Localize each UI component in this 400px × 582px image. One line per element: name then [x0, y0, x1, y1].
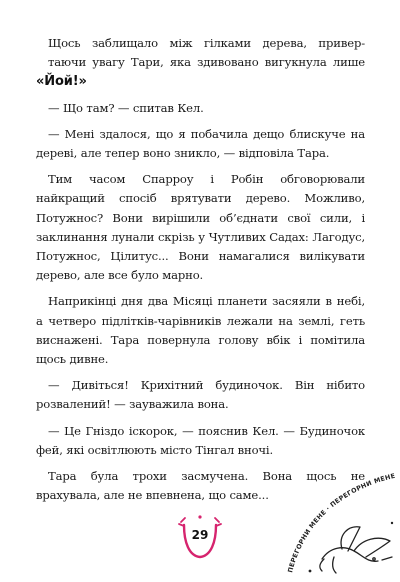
flying-creature-icon: [320, 527, 392, 573]
page-turn-corner[interactable]: [282, 463, 400, 578]
exclamation-yoy: «Йой!»: [36, 74, 87, 90]
paragraph-8: Тара була трохи засмучена. Вона щось не врахувала, але не впевнена, що саме...: [36, 469, 365, 503]
turn-page-text: ПЕРЕГОРНИ МЕНЕ · ПЕРЕГОРНИ МЕНЕ: [286, 471, 397, 574]
paragraph-2: — Що там? — спитав Кел.: [48, 100, 204, 115]
paragraph-4: Тим часом Спарроу і Робін обговорювали найкращий спосіб врятувати дерево. Можливо, Потужнос? Вони вирішили об’єднати свої сили, і заклинання лунали скрізь у Чутливих Садах: Лагодус, Потужнос, Цілитус... Вони намагалися вилікувати дерево, але все було марно.: [36, 172, 365, 283]
paragraph-7: — Це Гніздо іскорок, — пояснив Кел. — Будиночок фей, які освітлюють місто Тінгал вночі.: [36, 423, 365, 457]
page-number-badge: [175, 512, 225, 562]
page-number: 29: [191, 528, 209, 542]
svg-text:ПЕРЕГОРНИ МЕНЕ · ПЕРЕГОРНИ МЕН: [286, 472, 396, 574]
paragraph-3: — Мені здалося, що я побачила дещо блискуче на дереві, але тепер воно зникло, — відповіла Тара.: [36, 126, 365, 161]
paragraph-1-line-2: таючи увагу Тари, яка здивовано вигукнула лише: [48, 55, 365, 70]
paragraph-1-line-1: Щось заблищало між гілками дерева, привер-: [48, 36, 365, 50]
paragraph-5: Наприкінці дня два Місяці планети засяяли в небі, а четверо підлітків-чарівників лежали на землі, геть виснажені. Тара повернула голову вбік і помітила щось дивне.: [36, 294, 365, 367]
paragraph-1: [36, 34, 365, 92]
paragraph-6: — Дивіться! Крихітний будиночок. Він нібито розвалений! — зауважила вона.: [36, 378, 365, 412]
story-text: [36, 34, 365, 512]
turn-page-stamp-icon: [282, 463, 400, 578]
